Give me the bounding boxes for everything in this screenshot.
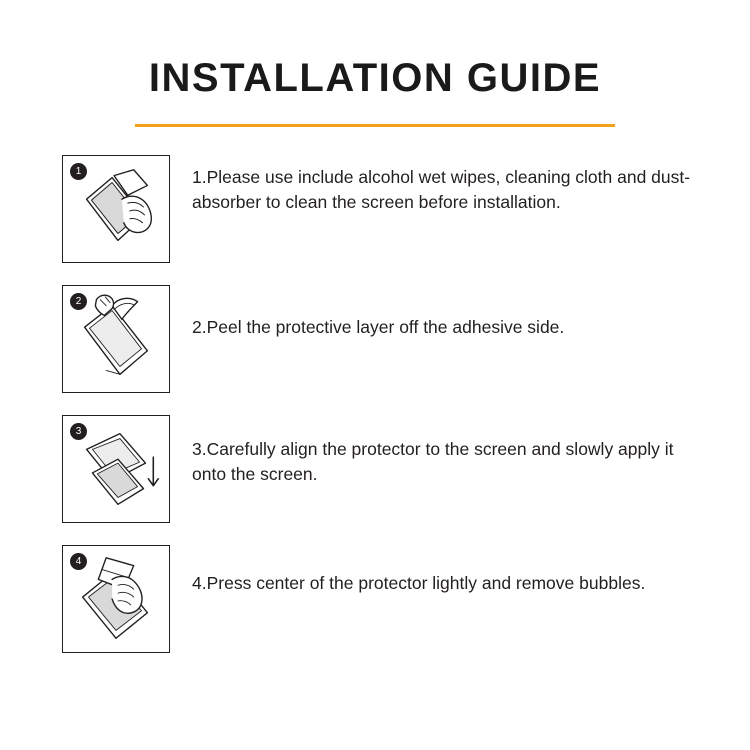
list-item	[62, 285, 710, 393]
step-text: 3.Carefully align the protector to the screen and slowly apply it onto the screen.	[192, 439, 674, 485]
step-text: 1.Please use include alcohol wet wipes, cleaning cloth and dust-absorber to clean the screen before installation.	[192, 167, 691, 213]
step-badge: 3	[70, 423, 87, 440]
step-text: 2.Peel the protective layer off the adhesive side.	[192, 317, 565, 337]
step-illustration-3	[62, 415, 170, 523]
step-badge: 1	[70, 163, 87, 180]
list-item	[62, 415, 710, 523]
steps-list	[62, 155, 710, 675]
step-illustration-1	[62, 155, 170, 263]
list-item	[62, 545, 710, 653]
step-badge: 2	[70, 293, 87, 310]
step-text: 4.Press center of the protector lightly and remove bubbles.	[192, 573, 646, 593]
title-divider	[135, 124, 615, 127]
step-illustration-4	[62, 545, 170, 653]
step-illustration-2	[62, 285, 170, 393]
list-item	[62, 155, 710, 263]
step-badge: 4	[70, 553, 87, 570]
page-title: INSTALLATION GUIDE	[148, 56, 602, 100]
